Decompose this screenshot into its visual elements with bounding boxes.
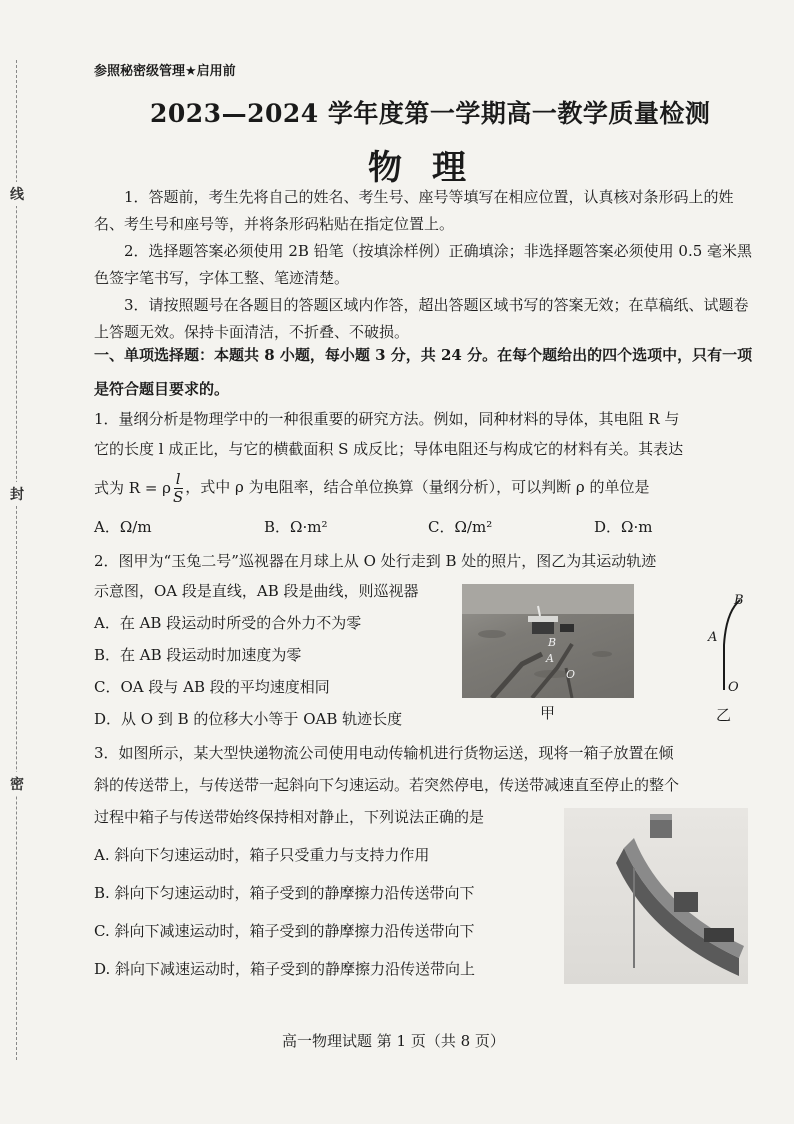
- secrecy-label: 参照秘密级管理★启用前: [94, 64, 236, 79]
- margin-char-xian: 线: [10, 182, 24, 206]
- q1-stem-line2: 它的长度 l 成正比，与它的横截面积 S 成反比；导体电阻还与构成它的材料有关。其表达: [94, 440, 684, 458]
- subject-title: 物理: [368, 148, 496, 188]
- photo-label-o: O: [566, 668, 576, 681]
- figure-jia-caption: 甲: [540, 704, 556, 722]
- q2-stem-line2: 示意图，OA 段是直线，AB 段是曲线，则巡视器: [94, 582, 419, 600]
- photo-label-a: A: [546, 652, 554, 665]
- q1-options: [94, 516, 754, 540]
- q2-stem-line1: 2．图甲为“玉兔二号”巡视器在月球上从 O 处行走到 B 处的照片，图乙为其运动轨迹: [94, 552, 657, 570]
- q3-stem-line2: 斜的传送带上，与传送带一起斜向下匀速运动。若突然停电，传送带减速直至停止的整个: [94, 776, 680, 794]
- note-3: 3．请按照题号在各题目的答题区域内作答，超出答题区域书写的答案无效；在草稿纸、试题卷上答题无效。保持卡面清洁，不折叠、不破损。: [94, 296, 749, 341]
- binding-line: [16, 60, 17, 1060]
- figure-yi-caption: 乙: [716, 706, 732, 724]
- trajectory-label-o: O: [728, 680, 739, 695]
- trajectory-label-a: A: [708, 630, 718, 645]
- q3-option-b[interactable]: B. 斜向下匀速运动时，箱子受到的静摩擦力沿传送带向下: [94, 884, 475, 902]
- q2-option-a[interactable]: A．在 AB 段运动时所受的合外力不为零: [94, 614, 362, 632]
- q1-stem-tail: ，式中 ρ 为电阻率，结合单位换算（量纲分析），可以判断 ρ 的单位是: [185, 478, 650, 496]
- yutu-moon-photo: [462, 584, 634, 698]
- formula-numerator: l: [175, 469, 181, 488]
- formula-denominator: S: [173, 487, 184, 506]
- q1-option-d[interactable]: D．Ω·m: [594, 518, 653, 536]
- page-footer: 高一物理试题 第 1 页（共 8 页）: [282, 1032, 505, 1050]
- trajectory-label-b: B: [734, 593, 744, 608]
- conveyor-belt-photo: [564, 808, 748, 984]
- q2-option-c[interactable]: C．OA 段与 AB 段的平均速度相同: [94, 678, 330, 696]
- margin-char-feng: 封: [10, 482, 24, 506]
- photo-label-b: B: [548, 636, 557, 649]
- formula-prefix: 式为 R = ρ: [94, 479, 171, 497]
- q1-option-b[interactable]: B．Ω·m²: [264, 518, 328, 536]
- q1-stem-line1: 1．量纲分析是物理学中的一种很重要的研究方法。例如，同种材料的导体，其电阻 R 与: [94, 410, 680, 428]
- section-heading: 一、单项选择题：本题共 8 小题，每小题 3 分，共 24 分。在每个题给出的四个选项中，只有一项是符合题目要求的。: [94, 346, 753, 398]
- q3-option-d[interactable]: D. 斜向下减速运动时，箱子受到的静摩擦力沿传送带向上: [94, 960, 476, 978]
- q1-formula-line: [94, 470, 754, 506]
- q1-option-a[interactable]: A．Ω/m: [94, 518, 152, 536]
- formula-fraction: [173, 471, 183, 506]
- conveyor-illustration: [564, 808, 748, 984]
- q1-option-c[interactable]: C．Ω/m²: [428, 518, 493, 536]
- note-2: 2．选择题答案必须使用 2B 铅笔（按填涂样例）正确填涂；非选择题答案必须使用 0.5 毫米黑色签字笔书写，字体工整、笔迹清楚。: [94, 242, 753, 287]
- note-1: 1．答题前，考生先将自己的姓名、考生号、座号等填写在相应位置，认真核对条形码上的姓名、考生号和座号等，并将条形码粘贴在指定位置上。: [94, 188, 734, 233]
- resistance-formula: [94, 471, 185, 506]
- q3-stem-line3: 过程中箱子与传送带始终保持相对静止，下列说法正确的是: [94, 808, 485, 826]
- margin-char-mi: 密: [10, 772, 24, 796]
- q2-option-d[interactable]: D．从 O 到 B 的位移大小等于 OAB 轨迹长度: [94, 710, 403, 728]
- q3-option-c[interactable]: C. 斜向下减速运动时，箱子受到的静摩擦力沿传送带向下: [94, 922, 475, 940]
- exam-title: 2023—2024 学年度第一学期高一教学质量检测: [150, 99, 711, 128]
- q3-option-a[interactable]: A. 斜向下匀速运动时，箱子只受重力与支持力作用: [94, 846, 430, 864]
- q3-stem-line1: 3．如图所示，某大型快递物流公司使用电动传输机进行货物运送，现将一箱子放置在倾: [94, 744, 674, 762]
- q2-option-b[interactable]: B．在 AB 段运动时加速度为零: [94, 646, 302, 664]
